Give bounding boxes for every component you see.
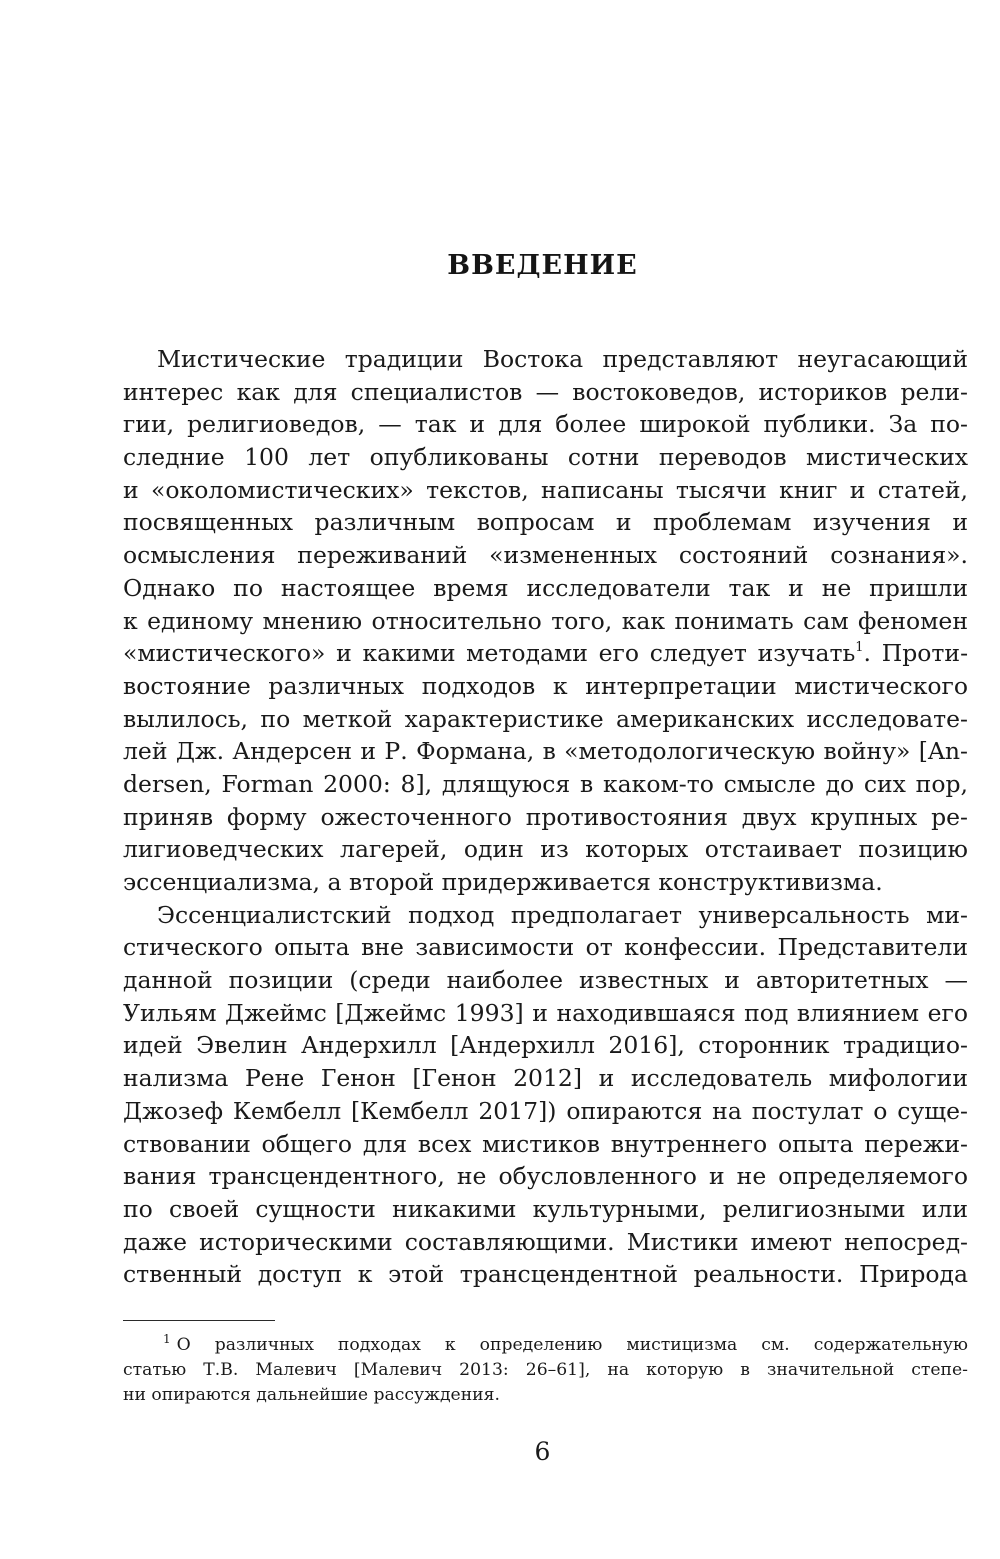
- footnote-divider: [123, 1320, 275, 1321]
- text-line: к единому мнению относительно того, как понимать сам феномен: [123, 606, 968, 635]
- text-line: лигиоведческих лагерей, один из которых отстаивает позицию: [123, 835, 968, 864]
- main-text: [123, 343, 968, 1291]
- text-line: Мистические традиции Востока представляют неугасающий: [157, 345, 968, 373]
- text-line: лей Дж. Андерсен и Р. Формана, в «методологическую войну» [An-: [123, 737, 968, 766]
- text-line: интерес как для специалистов — востоковедов, историков рели-: [123, 377, 968, 406]
- footnote-reference[interactable]: 1: [855, 640, 864, 656]
- text-line: ствовании общего для всех мистиков внутреннего опыта пережи-: [123, 1129, 968, 1158]
- text-line: и «околомистических» текстов, написаны тысячи книг и статей,: [123, 475, 968, 504]
- text-line: востояние различных подходов к интерпретации мистического: [123, 671, 968, 700]
- text-line: гии, религиоведов, — так и для более широкой публики. За по-: [123, 410, 968, 439]
- text-line: Уильям Джеймс [Джеймс 1993] и находившаяся под влиянием его: [123, 998, 968, 1027]
- text-line: приняв форму ожесточенного противостояния двух крупных ре-: [123, 802, 968, 831]
- footnote-line: [123, 1333, 968, 1358]
- page-number: 6: [534, 1437, 551, 1466]
- text-line: осмысления переживаний «измененных состояний сознания».: [123, 541, 968, 570]
- footnote: [123, 1333, 968, 1408]
- text-line: по своей сущности никакими культурными, религиозными или: [123, 1194, 968, 1223]
- text-line: даже историческими составляющими. Мистики имеют непосред-: [123, 1227, 968, 1256]
- footnote-number: 1: [163, 1332, 171, 1346]
- footnote-line: ни опираются дальнейшие рассуждения.: [123, 1385, 500, 1405]
- text-line: данной позиции (среди наиболее известных и авторитетных —: [123, 966, 968, 995]
- text-line: Джозеф Кембелл [Кембелл 2017]) опираются на постулат о суще-: [123, 1096, 968, 1125]
- text-line: нализма Рене Генон [Генон 2012] и исследователь мифологии: [123, 1064, 968, 1093]
- footnote-line: статью Т.В. Малевич [Малевич 2013: 26–61], на которую в значительной степе-: [123, 1360, 968, 1380]
- text-line: посвященных различным вопросам и проблемам изучения и: [123, 508, 968, 537]
- text-line: ственный доступ к этой трансцендентной реальности. Природа: [123, 1260, 968, 1289]
- chapter-heading: ВВЕДЕНИЕ: [447, 250, 638, 281]
- text-line-with-footnote-ref: [123, 637, 968, 670]
- text-line: вылилось, по меткой характеристике американских исследовате-: [123, 704, 968, 733]
- text-fragment: «мистического» и какими методами его следует изучать: [123, 639, 856, 668]
- footnote-text: О различных подходах к определению мистицизма см. содержательную: [176, 1335, 968, 1355]
- text-line: вания трансцендентного, не обусловленного и не определяемого: [123, 1162, 968, 1191]
- text-line: идей Эвелин Андерхилл [Андерхилл 2016], сторонник традицио-: [123, 1031, 968, 1060]
- text-line: стического опыта вне зависимости от конфессии. Представители: [123, 933, 968, 962]
- text-line: Эссенциалистский подход предполагает универсальность ми-: [157, 900, 968, 929]
- text-line: эссенциализма, а второй придерживается конструктивизма.: [123, 868, 883, 896]
- text-line: следние 100 лет опубликованы сотни переводов мистических: [123, 443, 968, 472]
- text-line: Однако по настоящее время исследователи так и не пришли: [123, 573, 968, 602]
- text-line: dersen, Forman 2000: 8], длящуюся в каком-то смысле до сих пор,: [123, 769, 968, 798]
- text-fragment: . Проти-: [863, 639, 969, 668]
